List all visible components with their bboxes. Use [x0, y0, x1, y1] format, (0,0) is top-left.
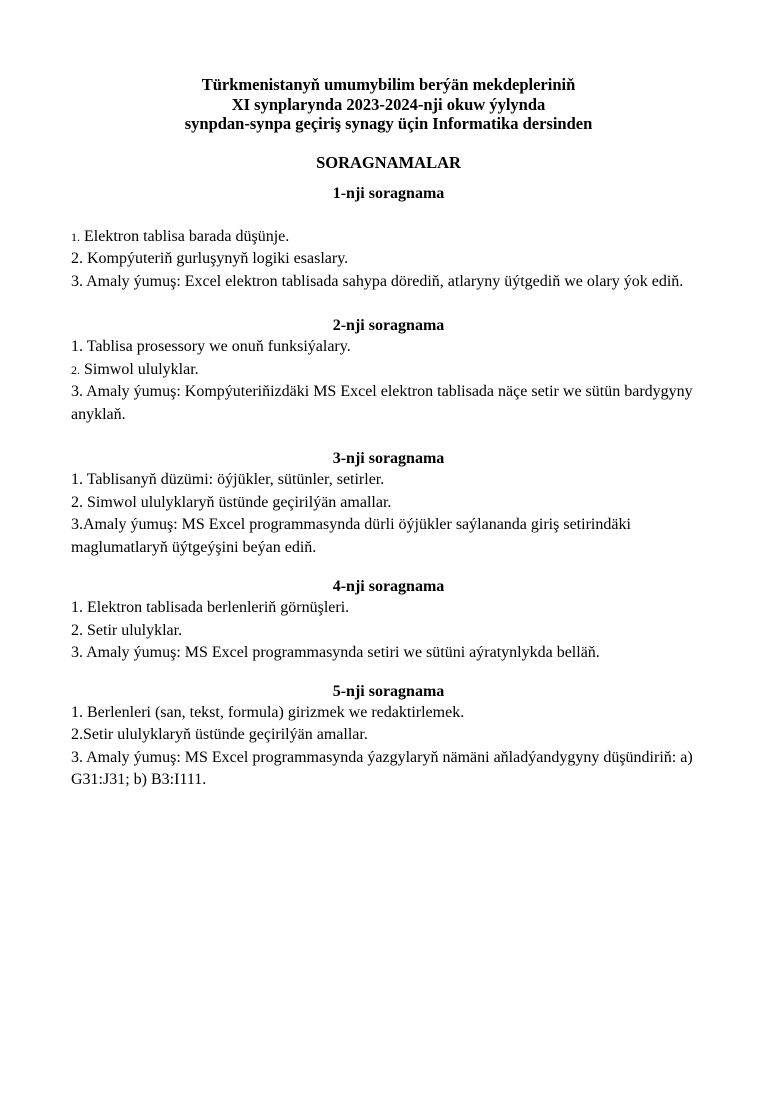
section-title: 2-nji soragnama: [332, 317, 445, 334]
document-header: [71, 75, 706, 134]
question-2: [71, 359, 706, 382]
question-3: [71, 514, 706, 559]
header-line-2: XI synplarynda 2023-2024-nji okuw ýylynda: [231, 94, 546, 114]
main-title: SORAGNAMALAR: [316, 152, 461, 172]
question-text: Amaly ýumuş: MS Excel programmasynda dürli öýjükler saýlananda giriş setirindäki maglumatlaryň üýtgeýşini beýan ediň.: [71, 516, 631, 556]
question-text: Berlenleri (san, tekst, formula) girizmek we redaktirlemek.: [83, 703, 465, 721]
question-text: Setir ululyklaryň üstünde geçirilýän amallar.: [83, 726, 368, 743]
question-text: Amaly ýumuş: Excel elektron tablisada sahypa dörediň, atlaryny üýtgediň we olary ýok ediň.: [83, 272, 684, 290]
question-number: 3.: [71, 748, 83, 766]
document-page: [0, 75, 768, 1099]
section-5: [71, 682, 706, 792]
question-3: [71, 747, 706, 792]
question-text: Simwol ululyklaryň üstünde geçirilýän amallar.: [83, 493, 392, 511]
section-2: [71, 316, 706, 426]
question-number: 1.: [71, 599, 83, 616]
question-1: [71, 597, 706, 620]
question-number: 3.: [71, 272, 83, 290]
section-title: 5-nji soragnama: [332, 682, 445, 700]
section-title: 3-nji soragnama: [332, 450, 445, 467]
header-line-3: synpdan-synpa geçiriş synagy üçin Informatika dersinden: [184, 114, 593, 133]
question-text: Elektron tablisada berlenleriň görnüşleri.: [83, 599, 350, 616]
question-number: 3.: [71, 516, 83, 533]
question-text: Amaly ýumuş: MS Excel programmasynda ýazgylaryň nämäni aňladýandygyny düşündiriň: a) G31:J31; b) B3:I111.: [71, 748, 693, 788]
question-number: 1.: [71, 703, 83, 721]
question-3: [71, 271, 706, 294]
question-number: 1.: [71, 471, 83, 488]
question-number: 2.: [71, 250, 83, 267]
question-text: Amaly ýumuş: MS Excel programmasynda setiri we sütüni aýratynlykda belläň.: [83, 644, 600, 661]
question-number: 2.: [71, 726, 83, 743]
question-text: Tablisa prosessory we onuň funksiýalary.: [83, 338, 351, 355]
section-title: 1-nji soragnama: [332, 184, 445, 202]
section-3: [71, 449, 706, 559]
question-number: 1.: [71, 338, 83, 355]
question-2: [71, 620, 706, 643]
question-2: [71, 724, 706, 747]
question-text: Tablisanyň düzümi: öýjükler, sütünler, setirler.: [83, 471, 385, 488]
section-title: 4-nji soragnama: [332, 578, 445, 595]
question-text: Simwol ululyklar.: [80, 360, 199, 378]
question-text: Amaly ýumuş: Kompýuteriňizdäki MS Excel elektron tablisada näçe setir we sütün bardygyny anyklaň.: [71, 383, 693, 423]
section-4: [71, 577, 706, 665]
question-text: Setir ululyklar.: [83, 621, 183, 639]
section-1: [71, 184, 706, 294]
question-2: [71, 492, 706, 515]
question-text: Elektron tablisa barada düşünje.: [80, 227, 290, 245]
header-line-1: Türkmenistanyň umumybilim berýän mekdepleriniň: [201, 75, 576, 94]
question-1: [71, 469, 706, 492]
question-1: [71, 226, 706, 249]
question-number: 2.: [71, 621, 83, 639]
question-text: Kompýuteriň gurluşynyň logiki esaslary.: [83, 250, 349, 267]
question-2: [71, 248, 706, 271]
question-3: [71, 381, 706, 426]
question-1: [71, 336, 706, 359]
question-number: 2.: [71, 493, 83, 511]
question-number: 3.: [71, 383, 83, 400]
question-number: 1.: [71, 229, 80, 244]
question-1: [71, 702, 706, 725]
question-3: [71, 642, 706, 665]
question-number: 2.: [71, 362, 80, 377]
question-number: 3.: [71, 644, 83, 661]
